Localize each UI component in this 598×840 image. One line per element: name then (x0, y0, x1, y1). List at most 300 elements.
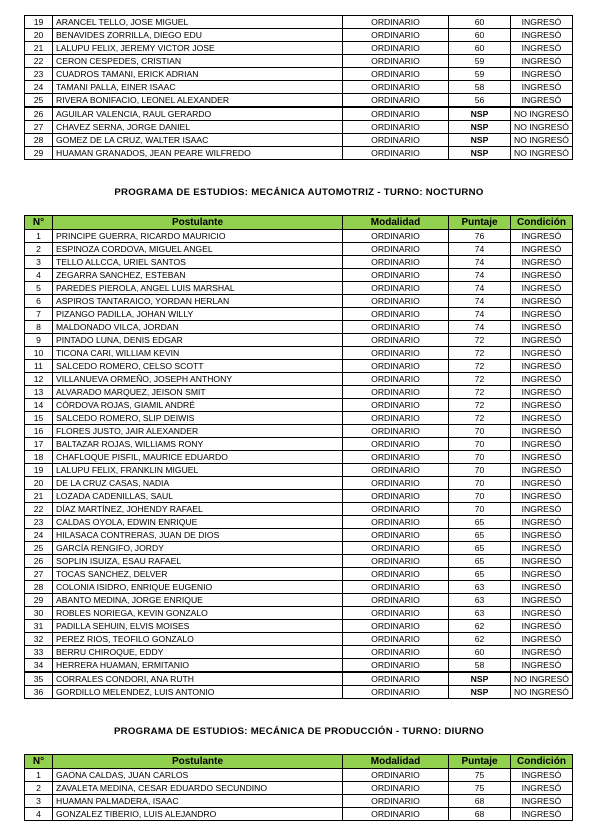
cell-modalidad: ORDINARIO (343, 412, 449, 425)
cell-puntaje: NSP (449, 672, 511, 686)
cell-modalidad: ORDINARIO (343, 672, 449, 686)
table-row (25, 321, 573, 334)
cell-number: 4 (25, 808, 53, 821)
table-row (25, 256, 573, 269)
cell-condicion: INGRESÓ (511, 373, 573, 386)
table-row (25, 795, 573, 808)
cell-condicion: INGRESÓ (511, 607, 573, 620)
table-row (25, 230, 573, 243)
cell-condicion: INGRESÓ (511, 243, 573, 256)
cell-number: 13 (25, 386, 53, 399)
cell-puntaje: 70 (449, 438, 511, 451)
cell-puntaje: 63 (449, 581, 511, 594)
cell-postulante: ASPIROS TANTARAICO, YORDAN HERLAN (53, 295, 343, 308)
cell-postulante: LALUPU FELIX, JEREMY VICTOR JOSE (53, 42, 343, 55)
cell-postulante: RIVERA BONIFACIO, LEONEL ALEXANDER (53, 94, 343, 108)
cell-postulante: PIZANGO PADILLA, JOHAN WILLY (53, 308, 343, 321)
cell-number: 33 (25, 646, 53, 659)
cell-postulante: HUAMAN GRANADOS, JEAN PEARE WILFREDO (53, 147, 343, 160)
cell-puntaje: 72 (449, 412, 511, 425)
cell-condicion: NO INGRESÓ (511, 147, 573, 160)
cell-postulante: CHAFLOQUE PISFIL, MAURICE EDUARDO (53, 451, 343, 464)
table-row (25, 607, 573, 620)
cell-puntaje: 72 (449, 399, 511, 412)
cell-postulante: HUAMAN PALMADERA, ISAAC (53, 795, 343, 808)
cell-postulante: LOZADA CADENILLAS, SAUL (53, 490, 343, 503)
table-row (25, 308, 573, 321)
table-row (25, 147, 573, 160)
cell-modalidad: ORDINARIO (343, 529, 449, 542)
table-row (25, 373, 573, 386)
cell-number: 21 (25, 42, 53, 55)
cell-number: 23 (25, 68, 53, 81)
cell-number: 12 (25, 373, 53, 386)
cell-condicion: NO INGRESÓ (511, 686, 573, 699)
cell-number: 1 (25, 230, 53, 243)
cell-puntaje: 62 (449, 633, 511, 646)
cell-modalidad: ORDINARIO (343, 269, 449, 282)
cell-modalidad: ORDINARIO (343, 503, 449, 516)
cell-number: 21 (25, 490, 53, 503)
cell-condicion: INGRESÓ (511, 360, 573, 373)
cell-postulante: ESPINOZA CORDOVA, MIGUEL ANGEL (53, 243, 343, 256)
cell-condicion: NO INGRESÓ (511, 107, 573, 121)
cell-condicion: NO INGRESÓ (511, 134, 573, 147)
cell-puntaje: 60 (449, 42, 511, 55)
cell-postulante: FLORES JUSTO, JAIR ALEXANDER (53, 425, 343, 438)
cell-number: 29 (25, 147, 53, 160)
cell-postulante: GAONA CALDAS, JUAN CARLOS (53, 769, 343, 782)
cell-puntaje: 60 (449, 16, 511, 29)
table-row (25, 782, 573, 795)
cell-postulante: DE LA CRUZ CASAS, NADIA (53, 477, 343, 490)
header-puntaje: Puntaje (449, 216, 511, 230)
cell-puntaje: NSP (449, 134, 511, 147)
cell-puntaje: 65 (449, 529, 511, 542)
cell-postulante: ARANCEL TELLO, JOSE MIGUEL (53, 16, 343, 29)
cell-puntaje: 74 (449, 256, 511, 269)
cell-puntaje: 70 (449, 490, 511, 503)
cell-number: 32 (25, 633, 53, 646)
cell-puntaje: 60 (449, 29, 511, 42)
cell-condicion: INGRESÓ (511, 16, 573, 29)
cell-condicion: INGRESÓ (511, 68, 573, 81)
header-n: N° (25, 216, 53, 230)
cell-modalidad: ORDINARIO (343, 321, 449, 334)
cell-puntaje: 59 (449, 68, 511, 81)
cell-number: 36 (25, 686, 53, 699)
cell-number: 18 (25, 451, 53, 464)
header-row (25, 216, 573, 230)
table-row (25, 269, 573, 282)
cell-postulante: ZEGARRA SANCHEZ, ESTEBAN (53, 269, 343, 282)
cell-condicion: INGRESÓ (511, 503, 573, 516)
cell-puntaje: 70 (449, 477, 511, 490)
cell-number: 19 (25, 16, 53, 29)
cell-number: 28 (25, 134, 53, 147)
cell-condicion: INGRESÓ (511, 808, 573, 821)
table-row (25, 672, 573, 686)
cell-puntaje: 70 (449, 503, 511, 516)
cell-postulante: ROBLES NORIEGA, KEVIN GONZALO (53, 607, 343, 620)
cell-number: 17 (25, 438, 53, 451)
cell-modalidad: ORDINARIO (343, 516, 449, 529)
cell-modalidad: ORDINARIO (343, 795, 449, 808)
cell-condicion: INGRESÓ (511, 477, 573, 490)
cell-postulante: SALCEDO ROMERO, CELSO SCOTT (53, 360, 343, 373)
cell-condicion: INGRESÓ (511, 55, 573, 68)
cell-modalidad: ORDINARIO (343, 256, 449, 269)
results-table-continued (24, 15, 573, 160)
cell-number: 8 (25, 321, 53, 334)
cell-condicion: INGRESÓ (511, 321, 573, 334)
cell-puntaje: 74 (449, 243, 511, 256)
cell-condicion: INGRESÓ (511, 516, 573, 529)
cell-modalidad: ORDINARIO (343, 686, 449, 699)
cell-puntaje: 74 (449, 282, 511, 295)
header-n: N° (25, 755, 53, 769)
header-postulante: Postulante (53, 755, 343, 769)
cell-puntaje: 76 (449, 230, 511, 243)
cell-puntaje: 75 (449, 769, 511, 782)
cell-condicion: INGRESÓ (511, 334, 573, 347)
table-row (25, 542, 573, 555)
cell-modalidad: ORDINARIO (343, 230, 449, 243)
table-row (25, 42, 573, 55)
cell-puntaje: 65 (449, 555, 511, 568)
cell-number: 22 (25, 503, 53, 516)
cell-number: 26 (25, 107, 53, 121)
cell-puntaje: 70 (449, 464, 511, 477)
cell-postulante: BENAVIDES ZORRILLA, DIEGO EDU (53, 29, 343, 42)
table-row (25, 490, 573, 503)
cell-postulante: PINTADO LUNA, DENIS EDGAR (53, 334, 343, 347)
cell-number: 10 (25, 347, 53, 360)
cell-modalidad: ORDINARIO (343, 438, 449, 451)
cell-condicion: NO INGRESÓ (511, 672, 573, 686)
cell-number: 24 (25, 81, 53, 94)
cell-condicion: INGRESÓ (511, 295, 573, 308)
cell-puntaje: 60 (449, 646, 511, 659)
cell-modalidad: ORDINARIO (343, 464, 449, 477)
cell-modalidad: ORDINARIO (343, 373, 449, 386)
cell-postulante: PAREDES PIEROLA, ANGEL LUIS MARSHAL (53, 282, 343, 295)
cell-condicion: INGRESÓ (511, 529, 573, 542)
cell-postulante: TICONA CARI, WILLIAM KEVIN (53, 347, 343, 360)
cell-number: 30 (25, 607, 53, 620)
table-body (25, 769, 573, 821)
cell-condicion: INGRESÓ (511, 490, 573, 503)
cell-condicion: INGRESÓ (511, 633, 573, 646)
cell-condicion: NO INGRESÓ (511, 121, 573, 134)
table-row (25, 503, 573, 516)
cell-condicion: INGRESÓ (511, 282, 573, 295)
cell-condicion: INGRESÓ (511, 438, 573, 451)
table-row (25, 425, 573, 438)
cell-puntaje: 70 (449, 425, 511, 438)
cell-modalidad: ORDINARIO (343, 282, 449, 295)
cell-modalidad: ORDINARIO (343, 581, 449, 594)
section-title-mecanica-produccion: PROGRAMA DE ESTUDIOS: MECÁNICA DE PRODUCCIÓN - TURNO: DIURNO (113, 726, 485, 737)
cell-number: 35 (25, 672, 53, 686)
table-row (25, 516, 573, 529)
table-row (25, 243, 573, 256)
cell-postulante: PADILLA SEHUIN, ELVIS MOISES (53, 620, 343, 633)
cell-postulante: MALDONADO VILCA, JORDAN (53, 321, 343, 334)
cell-puntaje: 72 (449, 373, 511, 386)
cell-puntaje: NSP (449, 686, 511, 699)
cell-condicion: INGRESÓ (511, 581, 573, 594)
cell-number: 7 (25, 308, 53, 321)
cell-postulante: BERRU CHIROQUE, EDDY (53, 646, 343, 659)
cell-postulante: DÍAZ MARTÍNEZ, JOHENDY RAFAEL (53, 503, 343, 516)
cell-modalidad: ORDINARIO (343, 243, 449, 256)
cell-number: 15 (25, 412, 53, 425)
cell-number: 25 (25, 542, 53, 555)
cell-postulante: COLONIA ISIDRO, ENRIQUE EUGENIO (53, 581, 343, 594)
cell-condicion: INGRESÓ (511, 269, 573, 282)
cell-postulante: ZAVALETA MEDINA, CESAR EDUARDO SECUNDINO (53, 782, 343, 795)
table-row (25, 581, 573, 594)
cell-puntaje: NSP (449, 107, 511, 121)
table-row (25, 451, 573, 464)
cell-condicion: INGRESÓ (511, 464, 573, 477)
cell-number: 20 (25, 29, 53, 42)
cell-modalidad: ORDINARIO (343, 347, 449, 360)
table-row (25, 16, 573, 29)
table-row (25, 477, 573, 490)
cell-modalidad: ORDINARIO (343, 295, 449, 308)
cell-modalidad: ORDINARIO (343, 633, 449, 646)
cell-modalidad: ORDINARIO (343, 134, 449, 147)
cell-number: 25 (25, 94, 53, 108)
table-row (25, 107, 573, 121)
table-row (25, 686, 573, 699)
cell-puntaje: 63 (449, 594, 511, 607)
cell-number: 28 (25, 581, 53, 594)
cell-postulante: CHAVEZ SERNA, JORGE DANIEL (53, 121, 343, 134)
cell-puntaje: 58 (449, 81, 511, 94)
cell-puntaje: NSP (449, 147, 511, 160)
cell-modalidad: ORDINARIO (343, 542, 449, 555)
cell-number: 22 (25, 55, 53, 68)
table-row (25, 529, 573, 542)
cell-condicion: INGRESÓ (511, 782, 573, 795)
table-body (25, 16, 573, 160)
results-table-mecanica-automotriz (24, 215, 573, 699)
section-title-mecanica-automotriz: PROGRAMA DE ESTUDIOS: MECÁNICA AUTOMOTRIZ - TURNO: NOCTURNO (114, 187, 484, 198)
cell-condicion: INGRESÓ (511, 94, 573, 108)
cell-number: 27 (25, 121, 53, 134)
cell-postulante: CERON CESPEDES, CRISTIAN (53, 55, 343, 68)
cell-puntaje: 68 (449, 795, 511, 808)
cell-modalidad: ORDINARIO (343, 477, 449, 490)
cell-modalidad: ORDINARIO (343, 360, 449, 373)
header-condicion: Condición (511, 216, 573, 230)
header-modalidad: Modalidad (343, 755, 449, 769)
cell-modalidad: ORDINARIO (343, 16, 449, 29)
cell-postulante: CALDAS OYOLA, EDWIN ENRIQUE (53, 516, 343, 529)
cell-postulante: GARCÍA RENGIFO, JORDY (53, 542, 343, 555)
cell-postulante: CORRALES CONDORI, ANA RUTH (53, 672, 343, 686)
cell-condicion: INGRESÓ (511, 795, 573, 808)
cell-condicion: INGRESÓ (511, 29, 573, 42)
header-postulante: Postulante (53, 216, 343, 230)
cell-puntaje: 72 (449, 386, 511, 399)
cell-number: 19 (25, 464, 53, 477)
cell-postulante: CÓRDOVA ROJAS, GIAMIL ANDRÉ (53, 399, 343, 412)
cell-modalidad: ORDINARIO (343, 646, 449, 659)
cell-modalidad: ORDINARIO (343, 121, 449, 134)
cell-condicion: INGRESÓ (511, 555, 573, 568)
cell-puntaje: 72 (449, 347, 511, 360)
cell-postulante: GORDILLO MELENDEZ, LUIS ANTONIO (53, 686, 343, 699)
header-row (25, 755, 573, 769)
cell-puntaje: 74 (449, 295, 511, 308)
cell-puntaje: 74 (449, 308, 511, 321)
table-row (25, 659, 573, 673)
cell-puntaje: 75 (449, 782, 511, 795)
cell-number: 34 (25, 659, 53, 673)
cell-condicion: INGRESÓ (511, 620, 573, 633)
cell-postulante: GONZALEZ TIBERIO, LUIS ALEJANDRO (53, 808, 343, 821)
cell-number: 2 (25, 243, 53, 256)
table-row (25, 594, 573, 607)
table-row (25, 620, 573, 633)
cell-modalidad: ORDINARIO (343, 81, 449, 94)
cell-postulante: SOPLIN ISUIZA, ESAU RAFAEL (53, 555, 343, 568)
cell-postulante: LALUPU FELIX, FRANKLIN MIGUEL (53, 464, 343, 477)
table-row (25, 646, 573, 659)
cell-modalidad: ORDINARIO (343, 94, 449, 108)
cell-condicion: INGRESÓ (511, 399, 573, 412)
cell-modalidad: ORDINARIO (343, 147, 449, 160)
cell-postulante: PEREZ RIOS, TEOFILO GONZALO (53, 633, 343, 646)
cell-postulante: CUADROS TAMANI, ERICK ADRIAN (53, 68, 343, 81)
table-row (25, 134, 573, 147)
table-row (25, 808, 573, 821)
cell-modalidad: ORDINARIO (343, 55, 449, 68)
cell-modalidad: ORDINARIO (343, 425, 449, 438)
cell-puntaje: 59 (449, 55, 511, 68)
cell-postulante: HERRERA HUAMAN, ERMITANIO (53, 659, 343, 673)
cell-modalidad: ORDINARIO (343, 29, 449, 42)
table-row (25, 29, 573, 42)
cell-modalidad: ORDINARIO (343, 334, 449, 347)
table-row (25, 282, 573, 295)
cell-postulante: ABANTO MEDINA, JORGE ENRIQUE (53, 594, 343, 607)
header-puntaje: Puntaje (449, 755, 511, 769)
cell-postulante: TELLO ALLCCA, URIEL SANTOS (53, 256, 343, 269)
header-modalidad: Modalidad (343, 216, 449, 230)
cell-condicion: INGRESÓ (511, 451, 573, 464)
cell-condicion: INGRESÓ (511, 568, 573, 581)
table-row (25, 347, 573, 360)
cell-number: 4 (25, 269, 53, 282)
cell-puntaje: 72 (449, 360, 511, 373)
cell-postulante: TAMANI PALLA, EINER ISAAC (53, 81, 343, 94)
header-condicion: Condición (511, 755, 573, 769)
table-row (25, 81, 573, 94)
cell-puntaje: 63 (449, 607, 511, 620)
cell-condicion: INGRESÓ (511, 256, 573, 269)
cell-puntaje: 56 (449, 94, 511, 108)
table-row (25, 121, 573, 134)
cell-number: 20 (25, 477, 53, 490)
table-row (25, 55, 573, 68)
cell-puntaje: NSP (449, 121, 511, 134)
cell-postulante: TOCAS SANCHEZ, DELVER (53, 568, 343, 581)
cell-modalidad: ORDINARIO (343, 782, 449, 795)
cell-number: 5 (25, 282, 53, 295)
table-row (25, 334, 573, 347)
cell-number: 6 (25, 295, 53, 308)
cell-postulante: AGUILAR VALENCIA, RAUL GERARDO (53, 107, 343, 121)
cell-modalidad: ORDINARIO (343, 568, 449, 581)
cell-modalidad: ORDINARIO (343, 42, 449, 55)
cell-modalidad: ORDINARIO (343, 769, 449, 782)
cell-number: 29 (25, 594, 53, 607)
cell-condicion: INGRESÓ (511, 42, 573, 55)
cell-postulante: PRINCIPE GUERRA, RICARDO MAURICIO (53, 230, 343, 243)
cell-puntaje: 65 (449, 516, 511, 529)
table-row (25, 295, 573, 308)
cell-puntaje: 70 (449, 451, 511, 464)
cell-postulante: ALVARADO MARQUEZ, JEISON SMIT (53, 386, 343, 399)
table-row (25, 68, 573, 81)
cell-modalidad: ORDINARIO (343, 607, 449, 620)
cell-number: 26 (25, 555, 53, 568)
cell-puntaje: 58 (449, 659, 511, 673)
table-row (25, 360, 573, 373)
cell-number: 1 (25, 769, 53, 782)
cell-modalidad: ORDINARIO (343, 555, 449, 568)
table-body (25, 230, 573, 699)
cell-puntaje: 62 (449, 620, 511, 633)
cell-condicion: INGRESÓ (511, 412, 573, 425)
cell-modalidad: ORDINARIO (343, 490, 449, 503)
cell-number: 11 (25, 360, 53, 373)
cell-postulante: GOMEZ DE LA CRUZ, WALTER ISAAC (53, 134, 343, 147)
table-row (25, 633, 573, 646)
cell-condicion: INGRESÓ (511, 542, 573, 555)
cell-number: 23 (25, 516, 53, 529)
cell-condicion: INGRESÓ (511, 308, 573, 321)
cell-postulante: SALCEDO ROMERO, SLIP DEIWIS (53, 412, 343, 425)
cell-modalidad: ORDINARIO (343, 399, 449, 412)
cell-number: 16 (25, 425, 53, 438)
cell-puntaje: 68 (449, 808, 511, 821)
cell-modalidad: ORDINARIO (343, 308, 449, 321)
cell-condicion: INGRESÓ (511, 81, 573, 94)
cell-condicion: INGRESÓ (511, 769, 573, 782)
cell-puntaje: 65 (449, 568, 511, 581)
table-row (25, 94, 573, 108)
cell-number: 3 (25, 795, 53, 808)
cell-number: 24 (25, 529, 53, 542)
cell-condicion: INGRESÓ (511, 594, 573, 607)
cell-condicion: INGRESÓ (511, 659, 573, 673)
cell-number: 3 (25, 256, 53, 269)
cell-postulante: BALTAZAR ROJAS, WILLIAMS RONY (53, 438, 343, 451)
cell-modalidad: ORDINARIO (343, 594, 449, 607)
cell-condicion: INGRESÓ (511, 386, 573, 399)
cell-condicion: INGRESÓ (511, 646, 573, 659)
cell-puntaje: 72 (449, 334, 511, 347)
cell-modalidad: ORDINARIO (343, 68, 449, 81)
cell-condicion: INGRESÓ (511, 425, 573, 438)
table-row (25, 555, 573, 568)
